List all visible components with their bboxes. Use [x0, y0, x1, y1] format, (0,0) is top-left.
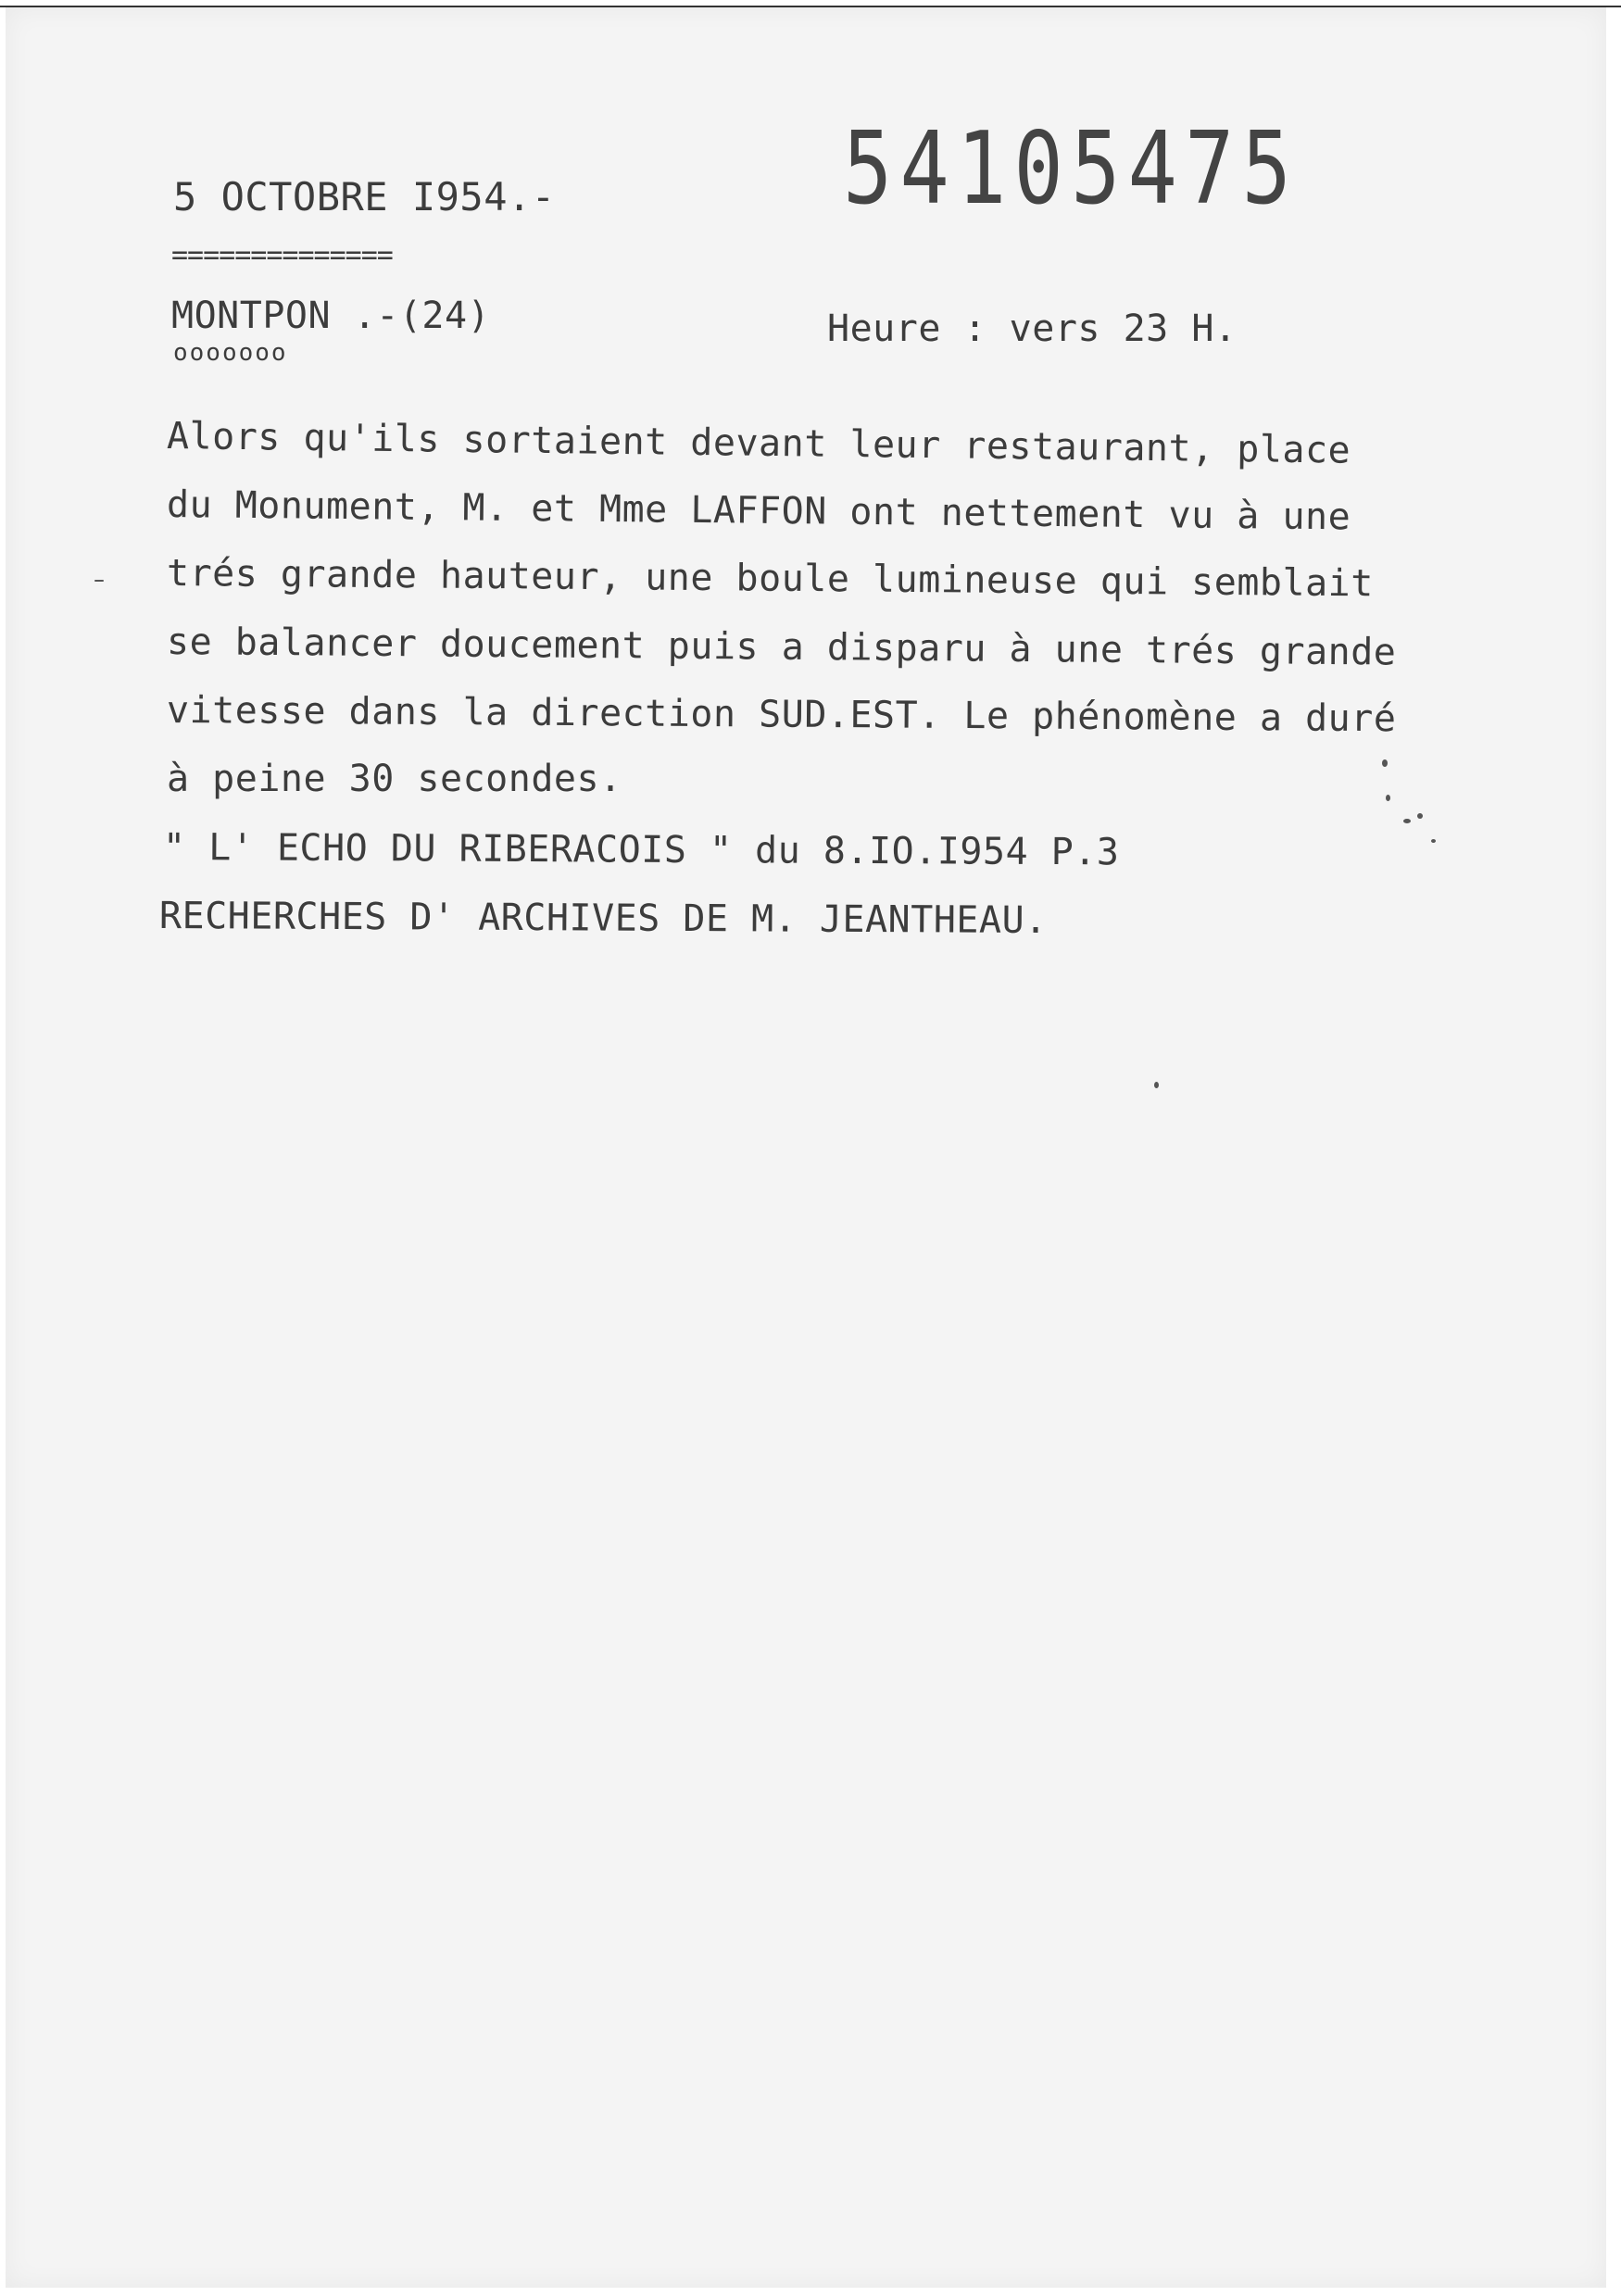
location-underline: ooooooo — [173, 339, 288, 367]
report-date: 5 OCTOBRE I954.- — [173, 174, 556, 220]
archives-credit: RECHERCHES D' ARCHIVES DE M. JEANTHEAU. — [158, 895, 1048, 943]
ink-speck — [94, 580, 104, 582]
ink-speck — [1417, 813, 1423, 819]
report-time: Heure : vers 23 H. — [827, 307, 1238, 350]
ink-speck — [1154, 1082, 1159, 1088]
report-line: Alors qu'ils sortaient devant leur restaurant, place — [166, 415, 1351, 472]
report-line: se balancer doucement puis a disparu à une trés grande — [166, 621, 1397, 674]
report-line: à peine 30 secondes. — [167, 758, 622, 800]
reference-number: 54105475 — [843, 111, 1300, 227]
report-location: MONTPON .-(24) — [171, 295, 491, 337]
report-line: trés grande hauteur, une boule lumineuse qui semblait — [166, 552, 1375, 606]
report-line: du Monument, M. et Mme LAFFON ont nettement vu à une — [166, 483, 1351, 539]
date-underline: ============== — [171, 239, 393, 271]
report-line: vitesse dans la direction SUD.EST. Le phénomène a duré — [166, 689, 1397, 741]
ink-speck — [1386, 795, 1390, 801]
source-citation: " L' ECHO DU RIBERACOIS " du 8.IO.I954 P.3 — [162, 826, 1120, 874]
ink-speck — [1431, 839, 1436, 843]
ink-speck — [1403, 819, 1411, 823]
ink-speck — [1382, 759, 1388, 767]
